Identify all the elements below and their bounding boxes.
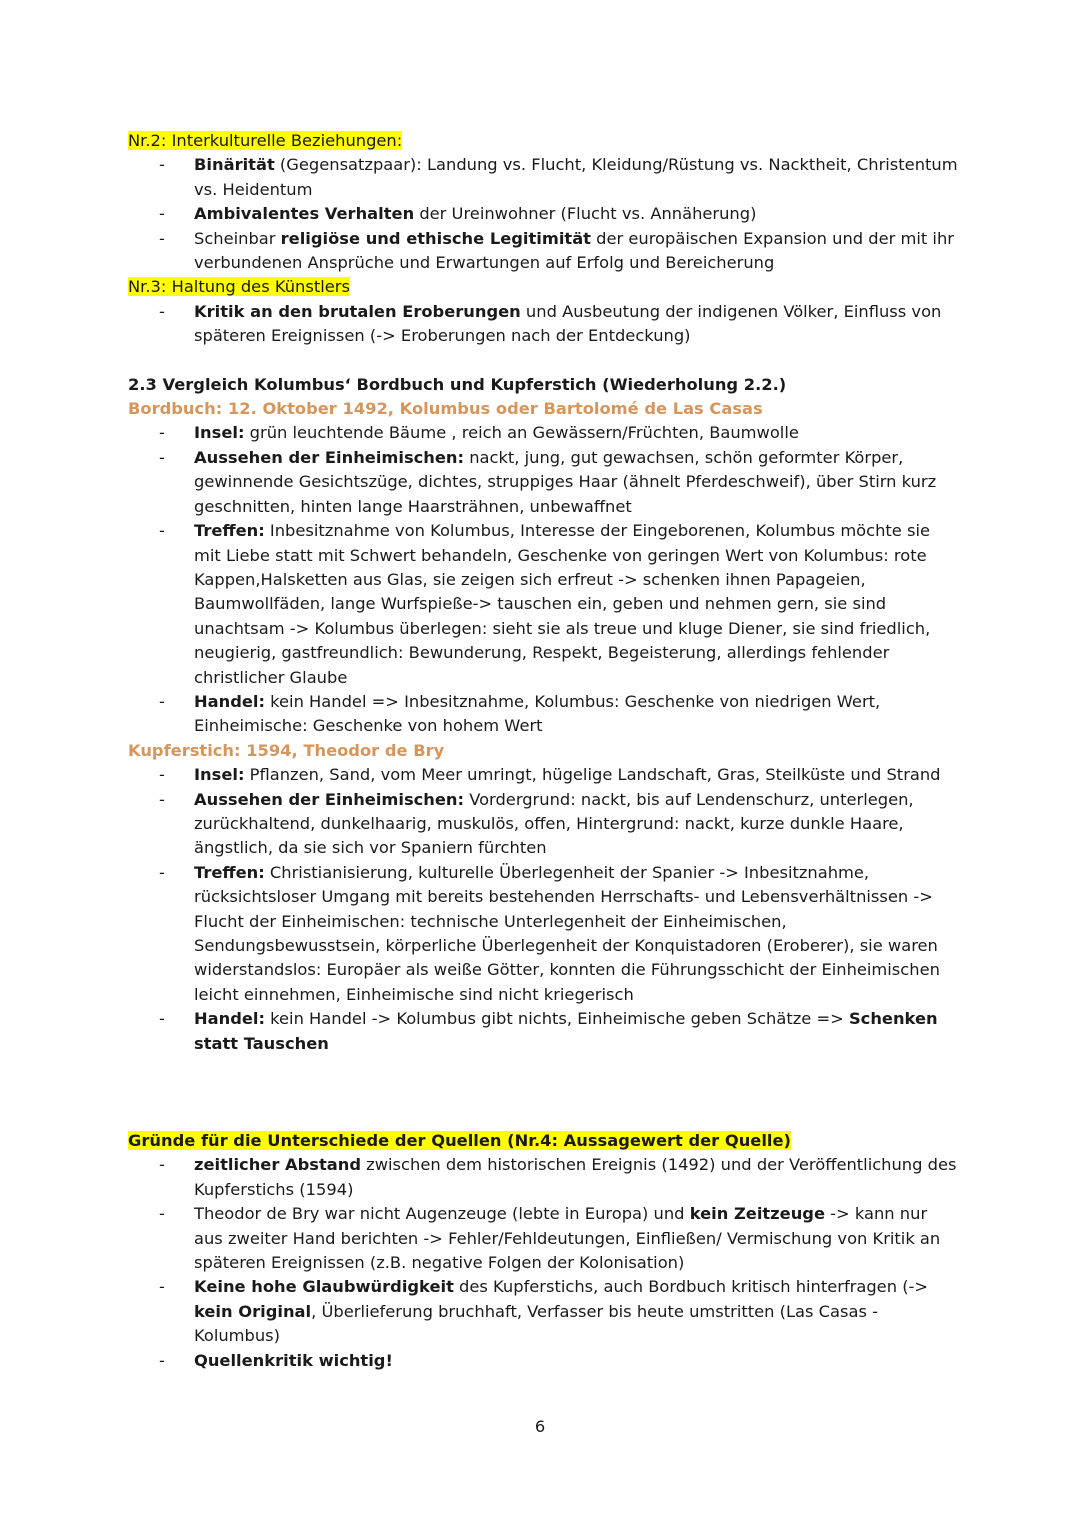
- bold-text: Insel:: [194, 765, 245, 785]
- section-heading: [128, 275, 958, 299]
- section-spacer: [128, 1056, 958, 1129]
- bullet-list: [128, 153, 958, 275]
- bold-text: Insel:: [194, 423, 245, 443]
- list-item: [128, 300, 958, 349]
- list-item: [128, 1202, 958, 1275]
- list-item: [128, 202, 958, 226]
- section-heading: [128, 1129, 958, 1153]
- text: Christianisierung, kulturelle Überlegenheit der Spanier -> Inbesitznahme, rücksichtsloser Umgang mit bereits bestehenden Herrschafts- und Lebensverhältnissen -> Flucht der Einheimischen: technische Unterlegenheit der Einheimischen, Sendungsbewusstsein, körperliche Überlegenheit der Konquistadoren (Eroberer), sie waren widerstandslos: Europäer als weiße Götter, konnten die Führungsschicht der Einheimischen leicht einnehmen, Einheimische sind nicht kriegerisch: [194, 862, 940, 1004]
- list-item: [128, 763, 958, 787]
- list-item: [128, 690, 958, 739]
- bold-text: Treffen:: [194, 521, 265, 541]
- text: der europäischen Expansion und der mit ihr verbundenen Ansprüche und Erwartungen auf Erfolg und Bereicherung: [194, 228, 954, 273]
- bold-text: Kritik an den brutalen Eroberungen: [194, 301, 521, 321]
- bold-text: Handel:: [194, 1009, 265, 1029]
- list-item: [128, 421, 958, 445]
- document-body: [128, 129, 958, 1373]
- section-heading: [128, 397, 958, 421]
- text: der Ureinwohner (Flucht vs. Annäherung): [414, 204, 757, 224]
- text: grün leuchtende Bäume , reich an Gewässern/Früchten, Baumwolle: [244, 423, 799, 443]
- bold-text: zeitlicher Abstand: [194, 1155, 361, 1175]
- bold-text: Aussehen der Einheimischen:: [194, 789, 465, 809]
- bold-text: Schenken statt Tauschen: [194, 1009, 938, 1053]
- list-item: [128, 446, 958, 519]
- bold-text: Treffen:: [194, 862, 265, 882]
- section-heading-text: Nr.3: Haltung des Künstlers: [128, 277, 350, 297]
- list-item: [128, 1349, 958, 1373]
- text: nackt, jung, gut gewachsen, schön geformter Körper, gewinnende Gesichtszüge, dichtes, struppiges Haar (ähnelt Pferdeschweif), über Stirn kurz geschnitten, hinten lange Haarsträhnen, unbewaffnet: [194, 447, 937, 516]
- text: , Überlieferung bruchhaft, Verfasser bis heute umstritten (Las Casas - Kolumbus): [194, 1301, 879, 1346]
- text: Theodor de Bry war nicht Augenzeuge (lebte in Europa) und: [194, 1204, 690, 1224]
- bold-text: Keine hohe Glaubwürdigkeit: [194, 1277, 454, 1297]
- section-heading-text: Bordbuch: 12. Oktober 1492, Kolumbus oder Bartolomé de Las Casas: [128, 399, 763, 419]
- section-heading-text: Kupferstich: 1594, Theodor de Bry: [128, 740, 445, 760]
- text: und Ausbeutung der indigenen Völker, Einfluss von späteren Ereignissen (-> Eroberungen nach der Entdeckung): [194, 301, 942, 346]
- list-item: [128, 153, 958, 202]
- list-item: [128, 227, 958, 276]
- section-heading-text: Nr.2: Interkulturelle Beziehungen:: [128, 131, 403, 150]
- bold-text: Quellenkritik wichtig!: [194, 1350, 393, 1370]
- bullet-list: [128, 763, 958, 1056]
- section-spacer: [128, 349, 958, 373]
- list-item: [128, 861, 958, 1007]
- list-item: [128, 788, 958, 861]
- text: kein Handel => Inbesitznahme, Kolumbus: Geschenke von niedrigen Wert, Einheimische: Geschenke von hohem Wert: [194, 691, 881, 736]
- text: -> kann nur aus zweiter Hand berichten -> Fehler/Fehldeutungen, Einfließen/ Vermischung von Kritik an späteren Ereignissen (z.B. negative Folgen der Kolonisation): [194, 1204, 941, 1273]
- text: kein Handel -> Kolumbus gibt nichts, Einheimische geben Schätze =>: [265, 1009, 849, 1029]
- section-heading: [128, 373, 958, 397]
- bold-text: kein Original: [194, 1301, 312, 1321]
- text: des Kupferstichs, auch Bordbuch kritisch hinterfragen (->: [453, 1277, 929, 1297]
- text: Pflanzen, Sand, vom Meer umringt, hügelige Landschaft, Gras, Steilküste und Strand: [244, 765, 941, 785]
- text: Inbesitznahme von Kolumbus, Interesse der Eingeborenen, Kolumbus möchte sie mit Liebe statt mit Schwert behandeln, Geschenke von geringen Wert von Kolumbus: rote Kappen,Halsketten aus Glas, sie zeigen sich erfreut -> schenken ihnen Papageien, Baumwollfäden, lange Wurfspieße-> tauschen ein, geben und nehmen gern, sie sind unachtsam -> Kolumbus überlegen: sieht sie als treue und kluge Diener, sie sind friedlich, neugierig, gastfreundlich: Bewunderung, Respekt, Begeisterung, allerdings fehlender christlicher Glaube: [194, 521, 931, 687]
- text: Vordergrund: nackt, bis auf Lendenschurz, unterlegen, zurückhaltend, dunkelhaarig, muskulös, offen, Hintergrund: nackt, kurze dunkle Haare, ängstlich, da sie sich vor Spaniern fürchten: [194, 789, 914, 858]
- bold-text: Ambivalentes Verhalten: [194, 204, 415, 224]
- list-item: [128, 1007, 958, 1056]
- bold-text: kein Zeitzeuge: [689, 1204, 825, 1224]
- bold-text: religiöse und ethische Legitimität: [280, 228, 591, 248]
- bullet-list: [128, 421, 958, 738]
- list-item: [128, 519, 958, 690]
- bold-text: Binärität: [194, 155, 275, 175]
- section-heading: [128, 739, 958, 763]
- text: Scheinbar: [194, 228, 281, 248]
- bullet-list: [128, 300, 958, 349]
- text: (Gegensatzpaar): Landung vs. Flucht, Kleidung/Rüstung vs. Nacktheit, Christentum vs. Heidentum: [194, 155, 958, 199]
- list-item: [128, 1153, 958, 1202]
- section-heading-text: Gründe für die Unterschiede der Quellen (Nr.4: Aussagewert der Quelle): [128, 1131, 791, 1151]
- bold-text: Aussehen der Einheimischen:: [194, 447, 465, 467]
- section-heading: [128, 129, 958, 153]
- page-number: 6: [534, 1417, 546, 1436]
- list-item: [128, 1275, 958, 1348]
- bullet-list: [128, 1153, 958, 1373]
- text: zwischen dem historischen Ereignis (1492) und der Veröffentlichung des Kupferstichs (1594): [194, 1155, 957, 1199]
- bold-text: Handel:: [194, 691, 265, 711]
- section-heading-text: 2.3 Vergleich Kolumbus‘ Bordbuch und Kupferstich (Wiederholung 2.2.): [128, 374, 787, 394]
